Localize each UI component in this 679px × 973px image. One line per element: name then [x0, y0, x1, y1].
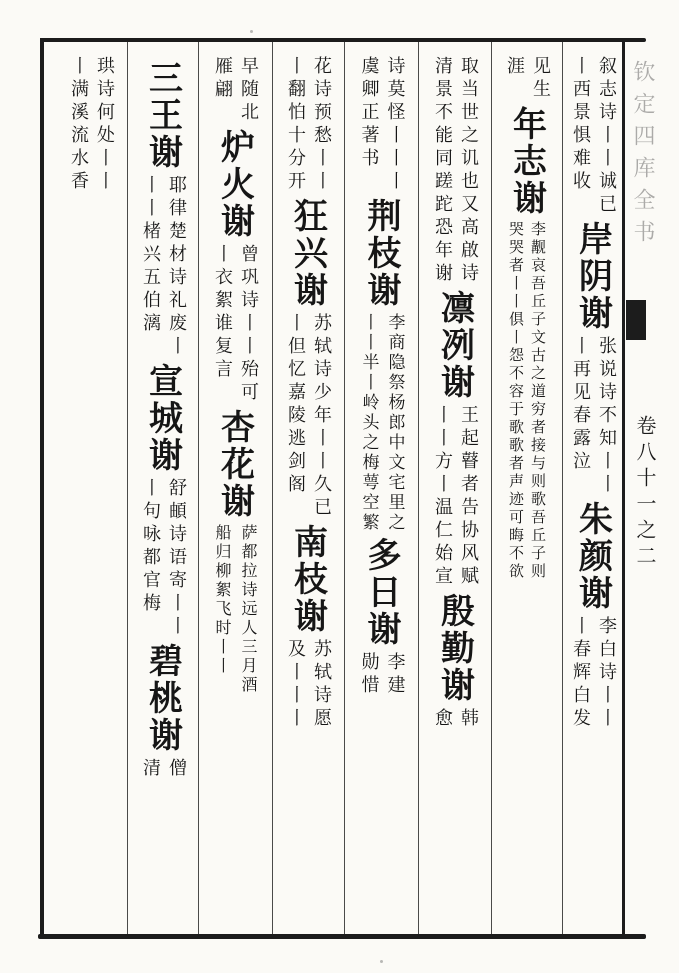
- paper-speck: [250, 30, 253, 33]
- note-line: 叙志诗丨丨诚已: [596, 56, 617, 217]
- note-line: 李建: [384, 652, 406, 698]
- annotation-block: [210, 524, 260, 695]
- text-column-5: [275, 56, 341, 929]
- text-column-6: [201, 56, 269, 929]
- volume-label: 卷八十一之二: [633, 415, 657, 571]
- frame-top-border: [40, 38, 646, 42]
- headword: 碧桃谢: [142, 643, 183, 754]
- annotation-block: [283, 639, 333, 731]
- note-line: 丨丨方丨温仁始宣: [432, 405, 453, 589]
- note-line: 李商隐祭杨郎中文宅里之: [384, 313, 405, 533]
- text-column-7: [130, 56, 196, 929]
- headword: 多日谢: [361, 537, 401, 648]
- annotation-block: [430, 405, 480, 589]
- headword: 三王谢: [142, 60, 183, 171]
- paper-speck: [380, 960, 383, 963]
- annotation-block: [357, 652, 407, 698]
- note-line: 花诗预愁丨丨: [311, 56, 332, 194]
- column-rule: [344, 42, 345, 934]
- frame-left-border: [40, 38, 44, 938]
- annotation-block: [66, 56, 116, 194]
- column-rule: [562, 42, 563, 934]
- note-line: 船归柳絮飞时丨丨: [213, 524, 232, 676]
- headword: 岸阴谢: [572, 221, 613, 332]
- column-rule: [127, 42, 128, 934]
- annotation-block: [568, 616, 618, 731]
- note-line: 萨都拉诗远人三月酒: [239, 524, 258, 695]
- note-line: 哭哭者丨丨俱丨怨不容于歌歌者声迹可晦不欲: [507, 221, 525, 581]
- frame-right-border: [622, 38, 625, 938]
- annotation-block: [138, 478, 188, 639]
- text-column-1: [565, 56, 621, 929]
- headword: 殷勤谢: [434, 593, 475, 704]
- headword: 宣城谢: [142, 363, 183, 474]
- annotation-block: [430, 56, 480, 286]
- note-line: 勋惜: [358, 652, 380, 698]
- note-line: 诗莫怪丨丨丨: [384, 56, 406, 194]
- text-column-4: [347, 56, 416, 929]
- annotation-block: [502, 56, 552, 102]
- note-line: 丨春辉白发: [570, 616, 591, 731]
- annotation-block: [210, 244, 260, 405]
- margin-title: 钦定四库全书: [630, 60, 655, 252]
- note-line: 王起瞽者告协风赋: [458, 405, 479, 589]
- column-rule: [491, 42, 492, 934]
- note-line: 丨句咏都官梅: [140, 478, 161, 616]
- note-line: 清景不能同蹉跎恐年谢: [432, 56, 453, 286]
- annotation-block: [430, 708, 480, 731]
- annotation-block: [138, 175, 188, 359]
- annotation-block: [283, 56, 333, 194]
- note-line: 丨但忆嘉陵逃剑阁: [285, 313, 306, 497]
- headword: 狂兴谢: [287, 198, 328, 309]
- annotation-block: [506, 221, 548, 581]
- note-line: 丨丨楮兴五伯漓: [140, 175, 161, 336]
- frame-bottom-border: [38, 934, 646, 939]
- annotation-block: [568, 56, 618, 217]
- note-line: 李白诗丨丨: [596, 616, 617, 731]
- column-rule: [272, 42, 273, 934]
- annotation-block: [283, 313, 333, 520]
- annotation-block: [568, 336, 618, 497]
- note-line: 舒頔诗语寄丨丨: [166, 478, 187, 639]
- note-line: 见生: [530, 56, 551, 102]
- note-line: 耶律楚材诗礼废丨: [166, 175, 187, 359]
- column-rule: [198, 42, 199, 934]
- note-line: 丨翻怕十分开: [285, 56, 306, 194]
- headword: 南枝谢: [287, 524, 328, 635]
- text-column-3: [421, 56, 489, 929]
- note-line: 愈: [432, 708, 453, 731]
- note-line: 涯: [504, 56, 525, 79]
- note-line: 早随北: [238, 56, 259, 125]
- note-line: 丨满溪流水香: [68, 56, 89, 194]
- annotation-block: [210, 56, 260, 125]
- fishtail-mark: [626, 300, 646, 340]
- note-line: 虞卿正著书: [358, 56, 380, 171]
- note-line: 及丨丨丨: [285, 639, 306, 731]
- note-line: 雁翩: [212, 56, 233, 102]
- note-line: 丨丨半丨岭头之梅萼空繁: [358, 313, 379, 533]
- note-line: 李觏哀吾丘子文古之道穷者接与则歌吾丘子则: [529, 221, 547, 581]
- text-column-8: [58, 56, 124, 929]
- headword: 朱颜谢: [572, 501, 613, 612]
- headword: 年志谢: [506, 106, 547, 217]
- column-rule: [418, 42, 419, 934]
- note-line: 张说诗不知丨丨: [596, 336, 617, 497]
- note-line: 取当世之讥也又高啟诗: [458, 56, 479, 286]
- note-line: 僧: [166, 758, 187, 781]
- note-line: 韩: [458, 708, 479, 731]
- note-line: 苏轼诗愿: [311, 639, 332, 731]
- headword: 杏花谢: [214, 409, 255, 520]
- annotation-block: [138, 758, 188, 781]
- headword: 凛冽谢: [434, 290, 475, 401]
- note-line: 丨西景惧难收: [570, 56, 591, 194]
- note-line: 清: [140, 758, 161, 781]
- headword: 荆枝谢: [361, 198, 401, 309]
- annotation-block: [357, 56, 407, 194]
- headword: 炉火谢: [214, 129, 255, 240]
- note-line: 丨衣絮谁复言: [212, 244, 233, 382]
- annotation-block: [357, 313, 407, 533]
- text-column-2: [494, 56, 560, 929]
- note-line: 曾巩诗丨丨殆可: [238, 244, 259, 405]
- note-line: 苏轼诗少年丨丨久已: [311, 313, 332, 520]
- note-line: 丨再见春露泣: [570, 336, 591, 474]
- note-line: 珙诗何处丨丨: [94, 56, 115, 194]
